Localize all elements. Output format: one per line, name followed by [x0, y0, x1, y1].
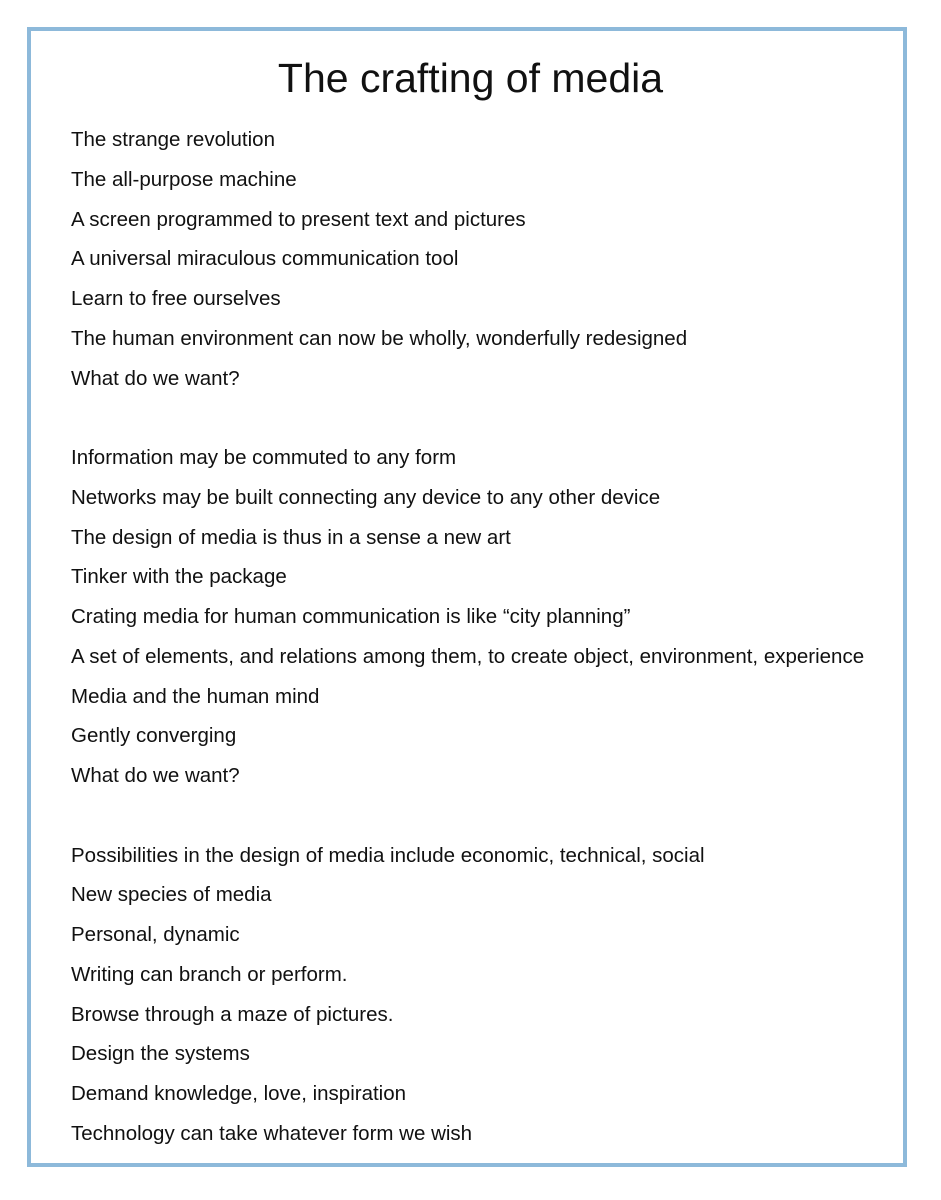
text-line: Personal, dynamic	[71, 923, 240, 946]
blank-line	[71, 796, 864, 836]
text-line: Possibilities in the design of media include economic, technical, social	[71, 843, 705, 867]
text-line: Technology can take whatever form we wish	[71, 1121, 473, 1145]
text-line: A screen programmed to present text and pictures	[71, 207, 526, 231]
text-line: The all-purpose machine	[71, 167, 297, 191]
text-line: Browse through a maze of pictures.	[71, 1002, 394, 1026]
text-line: The human environment can now be wholly, wonderfully redesigned	[71, 326, 688, 350]
text-line: Tinker with the package	[71, 565, 287, 589]
text-line: Design the systems	[71, 1042, 250, 1066]
text-line: The design of media is thus in a sense a new art	[71, 525, 511, 549]
text-lines	[71, 120, 864, 1154]
text-line: Gently converging	[71, 724, 237, 748]
text-line: New species of media	[71, 883, 272, 907]
text-line: A universal miraculous communication tool	[71, 247, 459, 271]
text-line: The strange revolution	[71, 128, 275, 151]
text-line: Writing can branch or perform.	[71, 962, 348, 986]
text-line: A set of elements, and relations among them, to create object, environment, experience	[71, 644, 865, 668]
text-line: Information may be commuted to any form	[71, 446, 457, 469]
blank-line	[71, 398, 864, 438]
text-line: Media and the human mind	[71, 684, 320, 708]
text-line: Demand knowledge, love, inspiration	[71, 1082, 407, 1105]
text-line: Networks may be built connecting any device to any other device	[71, 485, 661, 509]
text-line: Learn to free ourselves	[71, 287, 281, 310]
text-line: What do we want?	[71, 764, 240, 787]
text-line: Crating media for human communication is like “city planning”	[71, 605, 631, 628]
page-title: The crafting of media	[277, 55, 664, 101]
text-line: What do we want?	[71, 366, 240, 390]
